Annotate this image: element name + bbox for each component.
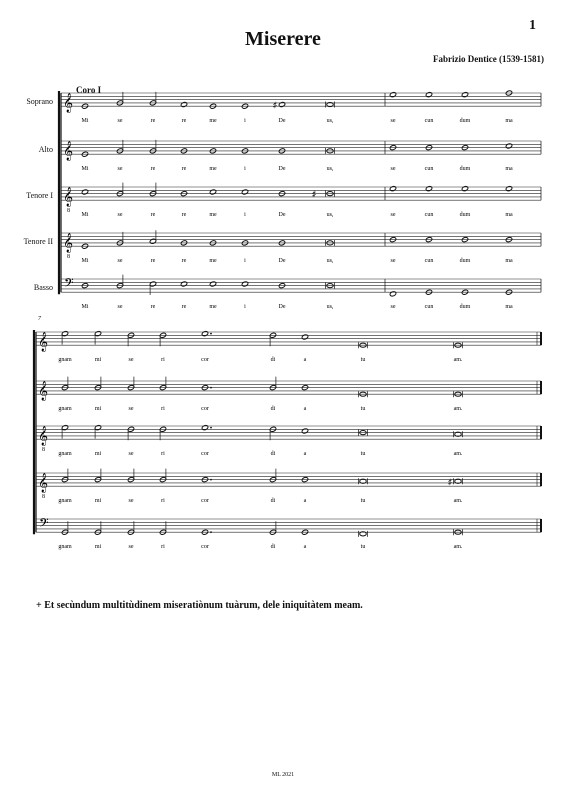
lyric-syllable: se <box>390 258 396 265</box>
lyric-syllable: re <box>181 118 187 125</box>
lyric-syllable: ma <box>505 212 513 219</box>
note-head <box>201 425 208 431</box>
footer-credit: ML 2021 <box>271 772 295 778</box>
lyric-syllable: mi <box>94 451 102 458</box>
lyric-syllable: me <box>209 212 217 219</box>
lyric-syllable: am. <box>453 357 463 364</box>
composer-credit: Fabrizio Dentice (1539-1581) <box>433 54 544 64</box>
lyric-syllable: us, <box>326 166 334 173</box>
lyric-syllable: re <box>181 258 187 265</box>
lyric-syllable: Mi <box>81 166 89 173</box>
lyric-syllable: dum <box>459 212 471 219</box>
section-label: Coro I <box>76 85 102 95</box>
voice-label-alto: Alto <box>38 145 53 154</box>
sharp-icon: ♯ <box>273 100 277 110</box>
lyric-syllable: us, <box>326 304 334 311</box>
sharp-icon: ♯ <box>448 477 452 487</box>
voice-label-tenore-2: Tenore II <box>23 237 53 246</box>
lyric-syllable: me <box>209 304 217 311</box>
lyric-syllable: De <box>278 258 286 265</box>
note-head <box>461 186 468 192</box>
note-head <box>201 331 208 337</box>
lyric-syllable: se <box>117 166 123 173</box>
note-head <box>461 92 468 98</box>
note-head <box>241 281 248 287</box>
lyric-syllable: se <box>117 258 123 265</box>
note-head <box>425 92 432 98</box>
note-head <box>149 238 156 244</box>
note-head <box>389 186 396 192</box>
lyric-syllable: se <box>128 451 134 458</box>
lyric-syllable: re <box>150 304 156 311</box>
lyric-text-line: + Et secùndum multitùdinem miseratiònum tuàrum, dele iniquitàtem meam. <box>36 600 363 611</box>
lyric-syllable: tu <box>360 544 366 551</box>
octave-eight-icon: 8 <box>42 494 45 501</box>
lyric-syllable: a <box>303 357 307 364</box>
lyric-syllable: se <box>390 212 396 219</box>
lyric-syllable: us, <box>326 118 334 125</box>
lyric-syllable: a <box>303 498 307 505</box>
lyric-syllable: a <box>303 451 307 458</box>
lyric-syllable: gnam <box>58 406 72 413</box>
lyric-syllable: se <box>117 118 123 125</box>
note-head <box>81 189 88 195</box>
lyric-syllable: me <box>209 258 217 265</box>
note-dot <box>210 333 212 335</box>
lyric-syllable: se <box>390 304 396 311</box>
note-head <box>389 291 396 297</box>
lyric-syllable: Mi <box>81 212 89 219</box>
sharp-icon: ♯ <box>312 189 316 199</box>
lyric-syllable: se <box>128 406 134 413</box>
measure-number: 7 <box>38 316 41 322</box>
lyric-syllable: dum <box>459 118 471 125</box>
lyric-syllable: di <box>270 406 276 413</box>
lyric-syllable: De <box>278 118 286 125</box>
lyric-syllable: cun <box>424 212 434 219</box>
lyric-syllable: ma <box>505 258 513 265</box>
bass-clef-icon: 𝄢 <box>64 277 74 294</box>
lyric-syllable: re <box>181 212 187 219</box>
lyric-syllable: a <box>303 406 307 413</box>
note-head <box>94 331 101 337</box>
lyric-syllable: tu <box>360 451 366 458</box>
lyric-syllable: ma <box>505 304 513 311</box>
note-dot <box>210 479 212 481</box>
lyric-syllable: di <box>270 451 276 458</box>
treble-clef-icon: 𝄞 <box>63 187 74 207</box>
lyric-syllable: i <box>244 304 246 311</box>
lyric-syllable: gnam <box>58 544 72 551</box>
lyric-syllable: ma <box>505 118 513 125</box>
lyric-syllable: se <box>390 166 396 173</box>
note-head <box>149 281 156 287</box>
lyric-syllable: me <box>209 118 217 125</box>
note-dot <box>210 531 212 533</box>
treble-clef-icon: 𝄞 <box>38 426 49 446</box>
lyric-syllable: cun <box>424 166 434 173</box>
note-dot <box>210 387 212 389</box>
lyric-syllable: i <box>244 166 246 173</box>
treble-clef-icon: 𝄞 <box>63 233 74 253</box>
note-head <box>301 428 308 434</box>
lyric-syllable: se <box>390 118 396 125</box>
lyric-syllable: ri <box>161 498 165 505</box>
treble-clef-icon: 𝄞 <box>38 473 49 493</box>
octave-eight-icon: 8 <box>42 447 45 454</box>
lyric-syllable: se <box>128 498 134 505</box>
note-head <box>425 186 432 192</box>
note-dot <box>210 427 212 429</box>
lyric-syllable: Mi <box>81 304 89 311</box>
lyric-syllable: am. <box>453 544 463 551</box>
lyric-syllable: cor <box>201 544 209 551</box>
lyric-syllable: i <box>244 258 246 265</box>
lyric-syllable: se <box>128 357 134 364</box>
lyric-syllable: De <box>278 212 286 219</box>
lyric-syllable: ri <box>161 357 165 364</box>
lyric-syllable: re <box>150 118 156 125</box>
lyric-syllable: cor <box>201 406 209 413</box>
note-head <box>209 189 216 195</box>
lyric-syllable: se <box>117 212 123 219</box>
lyric-syllable: Mi <box>81 118 89 125</box>
note-head <box>94 425 101 431</box>
lyric-syllable: mi <box>94 498 102 505</box>
lyric-syllable: se <box>128 544 134 551</box>
treble-clef-icon: 𝄞 <box>63 93 74 113</box>
note-head <box>241 189 248 195</box>
octave-eight-icon: 8 <box>67 254 70 261</box>
bass-clef-icon: 𝄢 <box>39 517 49 534</box>
lyric-syllable: ri <box>161 544 165 551</box>
lyric-syllable: am. <box>453 406 463 413</box>
voice-label-tenore-1: Tenore I <box>26 191 53 200</box>
lyric-syllable: se <box>117 304 123 311</box>
lyric-syllable: cor <box>201 357 209 364</box>
lyric-syllable: cun <box>424 258 434 265</box>
treble-clef-icon: 𝄞 <box>38 381 49 401</box>
lyric-syllable: cun <box>424 304 434 311</box>
voice-label-basso: Basso <box>33 283 53 292</box>
lyric-syllable: re <box>181 304 187 311</box>
lyric-syllable: mi <box>94 406 102 413</box>
note-head <box>61 425 68 431</box>
lyric-syllable: gnam <box>58 451 72 458</box>
voice-label-soprano: Soprano <box>26 97 53 106</box>
treble-clef-icon: 𝄞 <box>63 141 74 161</box>
lyric-syllable: De <box>278 304 286 311</box>
lyric-syllable: ri <box>161 451 165 458</box>
lyric-syllable: dum <box>459 166 471 173</box>
lyric-syllable: tu <box>360 498 366 505</box>
lyric-syllable: ma <box>505 166 513 173</box>
octave-eight-icon: 8 <box>67 208 70 215</box>
lyric-syllable: i <box>244 212 246 219</box>
lyric-syllable: mi <box>94 544 102 551</box>
lyric-syllable: us, <box>326 258 334 265</box>
note-head <box>209 281 216 287</box>
lyric-syllable: am. <box>453 498 463 505</box>
lyric-syllable: me <box>209 166 217 173</box>
lyric-syllable: di <box>270 357 276 364</box>
lyric-syllable: mi <box>94 357 102 364</box>
note-head <box>505 143 512 149</box>
lyric-syllable: di <box>270 498 276 505</box>
lyric-syllable: gnam <box>58 498 72 505</box>
lyric-syllable: re <box>150 258 156 265</box>
treble-clef-icon: 𝄞 <box>38 332 49 352</box>
lyric-syllable: am. <box>453 451 463 458</box>
lyric-syllable: cor <box>201 498 209 505</box>
note-head <box>505 186 512 192</box>
lyric-syllable: dum <box>459 258 471 265</box>
lyric-syllable: us, <box>326 212 334 219</box>
lyric-syllable: tu <box>360 406 366 413</box>
lyric-syllable: ri <box>161 406 165 413</box>
lyric-syllable: tu <box>360 357 366 364</box>
page-title: Miserere <box>245 28 321 50</box>
note-head <box>180 102 187 108</box>
lyric-syllable: i <box>244 118 246 125</box>
lyric-syllable: re <box>181 166 187 173</box>
note-head <box>180 281 187 287</box>
page-number: 1 <box>529 18 536 33</box>
lyric-syllable: gnam <box>58 357 72 364</box>
note-head <box>61 331 68 337</box>
lyric-syllable: re <box>150 212 156 219</box>
lyric-syllable: re <box>150 166 156 173</box>
note-head <box>278 102 285 108</box>
lyric-syllable: di <box>270 544 276 551</box>
lyric-syllable: De <box>278 166 286 173</box>
lyric-syllable: Mi <box>81 258 89 265</box>
note-head <box>389 92 396 98</box>
lyric-syllable: dum <box>459 304 471 311</box>
lyric-syllable: cor <box>201 451 209 458</box>
lyric-syllable: cun <box>424 118 434 125</box>
note-head <box>301 334 308 340</box>
lyric-syllable: a <box>303 544 307 551</box>
